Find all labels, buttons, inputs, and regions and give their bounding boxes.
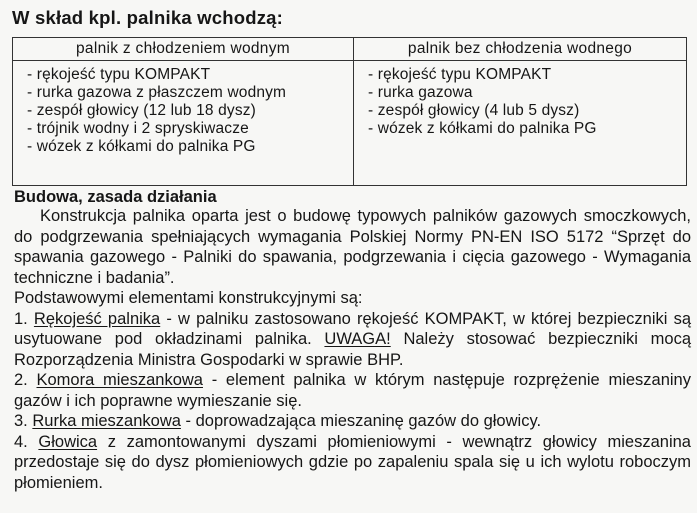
item-text: z zamontowanymi dyszami płomieniowymi - wewnątrz głowicy mieszanina przedostaje się do dysz płomieniowych gdzie po zapaleniu spala się u ich wylotu roboczym płomieniem. bbox=[14, 432, 691, 492]
elements-intro: Podstawowymi elementami konstrukcyjnymi są: bbox=[14, 289, 363, 307]
list-item: - trójnik wodny i 2 spryskiwacze bbox=[27, 120, 249, 137]
list-item: - rurka gazowa bbox=[368, 84, 473, 101]
construction-heading: Budowa, zasada działania bbox=[14, 188, 217, 206]
element-item-mixing-tube bbox=[14, 411, 691, 432]
water-cooled-list bbox=[27, 66, 353, 156]
water-cooled-items-cell bbox=[13, 61, 354, 186]
item-term: Rękojeść palnika bbox=[33, 309, 161, 328]
item-text: - doprowadzająca mieszaninę gazów do głowicy. bbox=[180, 412, 542, 430]
element-item-mixing-chamber bbox=[14, 370, 691, 411]
item-number: 2. bbox=[14, 371, 37, 389]
no-cooling-items-cell bbox=[354, 61, 687, 186]
intro-paragraph: Konstrukcja palnika oparta jest o budowę typowych palników gazowych smoczkowych, do podgrzewania spełniających wymagania Polskiej Normy PN-EN ISO 5172 “Sprzęt do spawania gazowego - Palniki do spawania, podgrzewania i cięcia gazowego - Wymagania techniczne i badania”. bbox=[14, 207, 691, 287]
list-item: - zespół głowicy (12 lub 18 dysz) bbox=[27, 102, 256, 119]
item-text: - w palniku zastosowano rękojeść KOMPAKT, w której bezpieczniki są usytuowane pod okładzinami palnika. bbox=[14, 309, 691, 348]
item-number: 3. bbox=[14, 412, 33, 430]
item-text-continued: Należy stosować bezpieczniki mocą Rozporządzenia Ministra Gospodarki w sprawie BHP. bbox=[14, 330, 692, 369]
element-item-head bbox=[14, 432, 691, 494]
section-title: W skład kpl. palnika wchodzą: bbox=[12, 7, 284, 28]
table-header-row bbox=[13, 38, 687, 61]
item-term: Komora mieszankowa bbox=[36, 371, 203, 389]
item-number: 4. bbox=[14, 432, 39, 451]
table-row bbox=[13, 61, 687, 186]
item-number: 1. bbox=[14, 309, 34, 328]
item-term: Głowica bbox=[38, 432, 98, 451]
list-item: - rękojeść typu KOMPAKT bbox=[368, 66, 552, 83]
list-item: - rurka gazowa z płaszczem wodnym bbox=[27, 84, 287, 101]
list-item: - wózek z kółkami do palnika PG bbox=[27, 138, 256, 155]
list-item: - zespół głowicy (4 lub 5 dysz) bbox=[368, 102, 580, 119]
list-item: - rękojeść typu KOMPAKT bbox=[27, 66, 211, 83]
header-water-cooled: palnik z chłodzeniem wodnym bbox=[13, 38, 354, 61]
list-item: - wózek z kółkami do palnika PG bbox=[368, 120, 597, 137]
item-text: - element palnika w którym następuje rozprężenie mieszaniny gazów i ich poprawne wymieszanie się. bbox=[14, 371, 691, 410]
construction-body bbox=[14, 206, 691, 493]
kit-contents-table bbox=[12, 37, 687, 186]
header-no-cooling: palnik bez chłodzenia wodnego bbox=[354, 38, 687, 61]
warning-label: UWAGA! bbox=[324, 330, 391, 348]
element-item-handle bbox=[14, 309, 691, 371]
item-term: Rurka mieszankowa bbox=[32, 412, 181, 430]
no-cooling-list bbox=[368, 66, 686, 138]
